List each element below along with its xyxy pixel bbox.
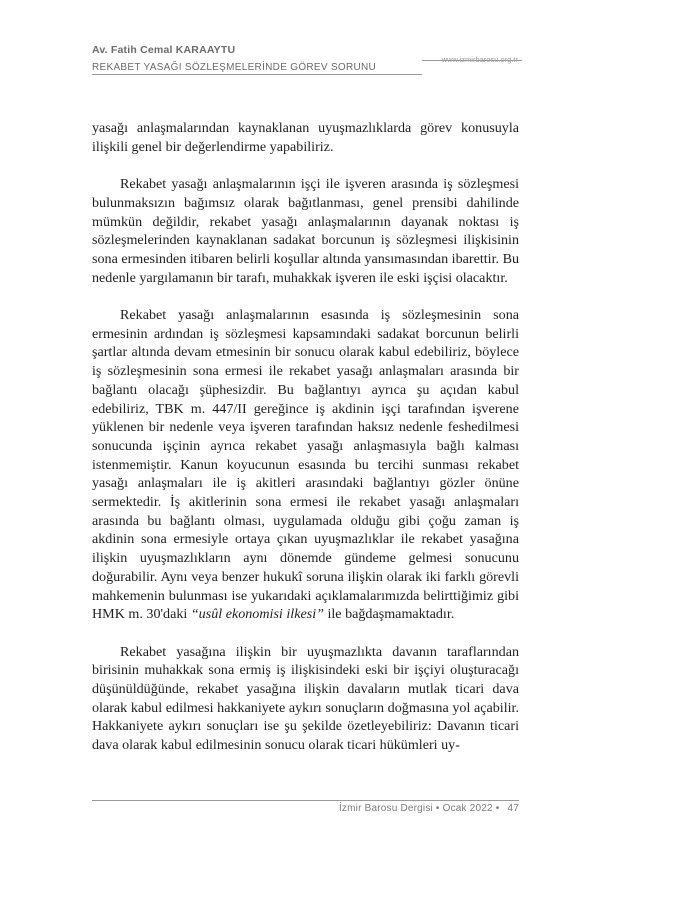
page-number: 47 xyxy=(507,803,519,814)
header-divider xyxy=(92,74,422,75)
header-article-title: REKABET YASAĞI SÖZLEŞMELERİNDE GÖREV SORUNU xyxy=(92,62,377,73)
header-author: Av. Fatih Cemal KARAAYTU xyxy=(92,44,236,56)
footer-divider xyxy=(92,800,519,801)
body-text xyxy=(92,119,519,755)
paragraph-1: yasağı anlaşmalarından kaynaklanan uyuşmazlıklarda görev konusuyla ilişkili genel bir değerlendirme yapabiliriz. xyxy=(92,120,519,155)
paragraph-2: Rekabet yasağı anlaşmalarının işçi ile işveren arasında iş sözleşmesi bulunmaksızın bağımsız olarak bağıtlanması, genel prensibi dahilinde mümkün değildir, rekabet yasağı anlaşmalarının dayanak noktası iş sözleşmelerinden kaynaklanan sadakat borcunun iş sözleşmesi ilişkisinin sona ermesinden itibaren belirli koşullar altında yansımasından ibarettir. Bu nedenle yargılamanın bir tarafı, muhakkak işveren ile eski işçisi olacaktır. xyxy=(92,176,520,286)
header-url[interactable]: www.izmirbarosu.org.tr xyxy=(441,55,518,64)
header-divider-right xyxy=(422,60,522,61)
paragraph-3-part-b: ile bağdaşmamaktadır. xyxy=(323,606,455,623)
footer-journal: İzmir Barosu Dergisi • Ocak 2022 • xyxy=(338,803,500,814)
paragraph-3 xyxy=(92,306,519,624)
paragraph-4: Rekabet yasağına ilişkin bir uyuşmazlıkta davanın taraflarından birisinin muhakkak sona ermiş iş ilişkisindeki eski bir işçiyi oluşturacağı düşünüldüğünde, rekabet yasağına ilişkin davaların mutlak ticari dava olarak kabul edilmesi hakkaniyete aykırı sonuçların doğmasına yol açabilir. Hakkaniyete aykırı sonuçları ise şu şekilde özetleyebiliriz: Davanın ticari dava olarak kabul edilmesinin sonucu olarak ticari hükümleri uy- xyxy=(92,643,519,754)
footer xyxy=(339,803,519,814)
paragraph-3-italic: “usûl ekonomisi ilkesi” xyxy=(190,606,324,623)
paragraph-3-part-a: Rekabet yasağı anlaşmalarının esasında iş sözleşmesinin sona ermesinin ardından iş sözleşmesi kapsamındaki sadakat borcunun belirli şartlar altında devam etmesinin bir sonucu olarak kabul edebiliriz, böylece iş sözleşmesinin sona ermesi ile rekabet yasağı anlaşmaları arasında bir bağlantı olacağı şüphesizdir. Bu bağlantıyı ayrıca şu açıdan kabul edebiliriz, TBK m. 447/II gereğince iş akdinin işçi tarafından işverene yüklenen bir nedenle veya işveren tarafından haksız nedenle feshedilmesi sonucunda işçinin ayrıca rekabet yasağı anlaşmasıyla bağlı kalması istenmemiştir. Kanun koyucunun esasında bu tercihi sunması rekabet yasağı anlaşmaları ile iş akitleri arasındaki bağlantıyı gözler önüne sermektedir. İş akitlerinin sona ermesi ile rekabet yasağı anlaşmaları arasında bu bağlantı olması, uygulamada olduğu gibi çoğu zaman iş akdinin sona ermesiyle ortaya çıkan uyuşmazlıklar ile rekabet yasağına ilişkin uyuşmazlıkların aynı dönemde gündeme gelmesi sonucunu doğurabilir. Aynı veya benzer hukukî soruna ilişkin olarak iki farklı görevli mahkemenin bulunması ise yukarıdaki açıklamalarımızda belirttiğimiz gibi HMK m. 30'daki xyxy=(92,307,519,623)
